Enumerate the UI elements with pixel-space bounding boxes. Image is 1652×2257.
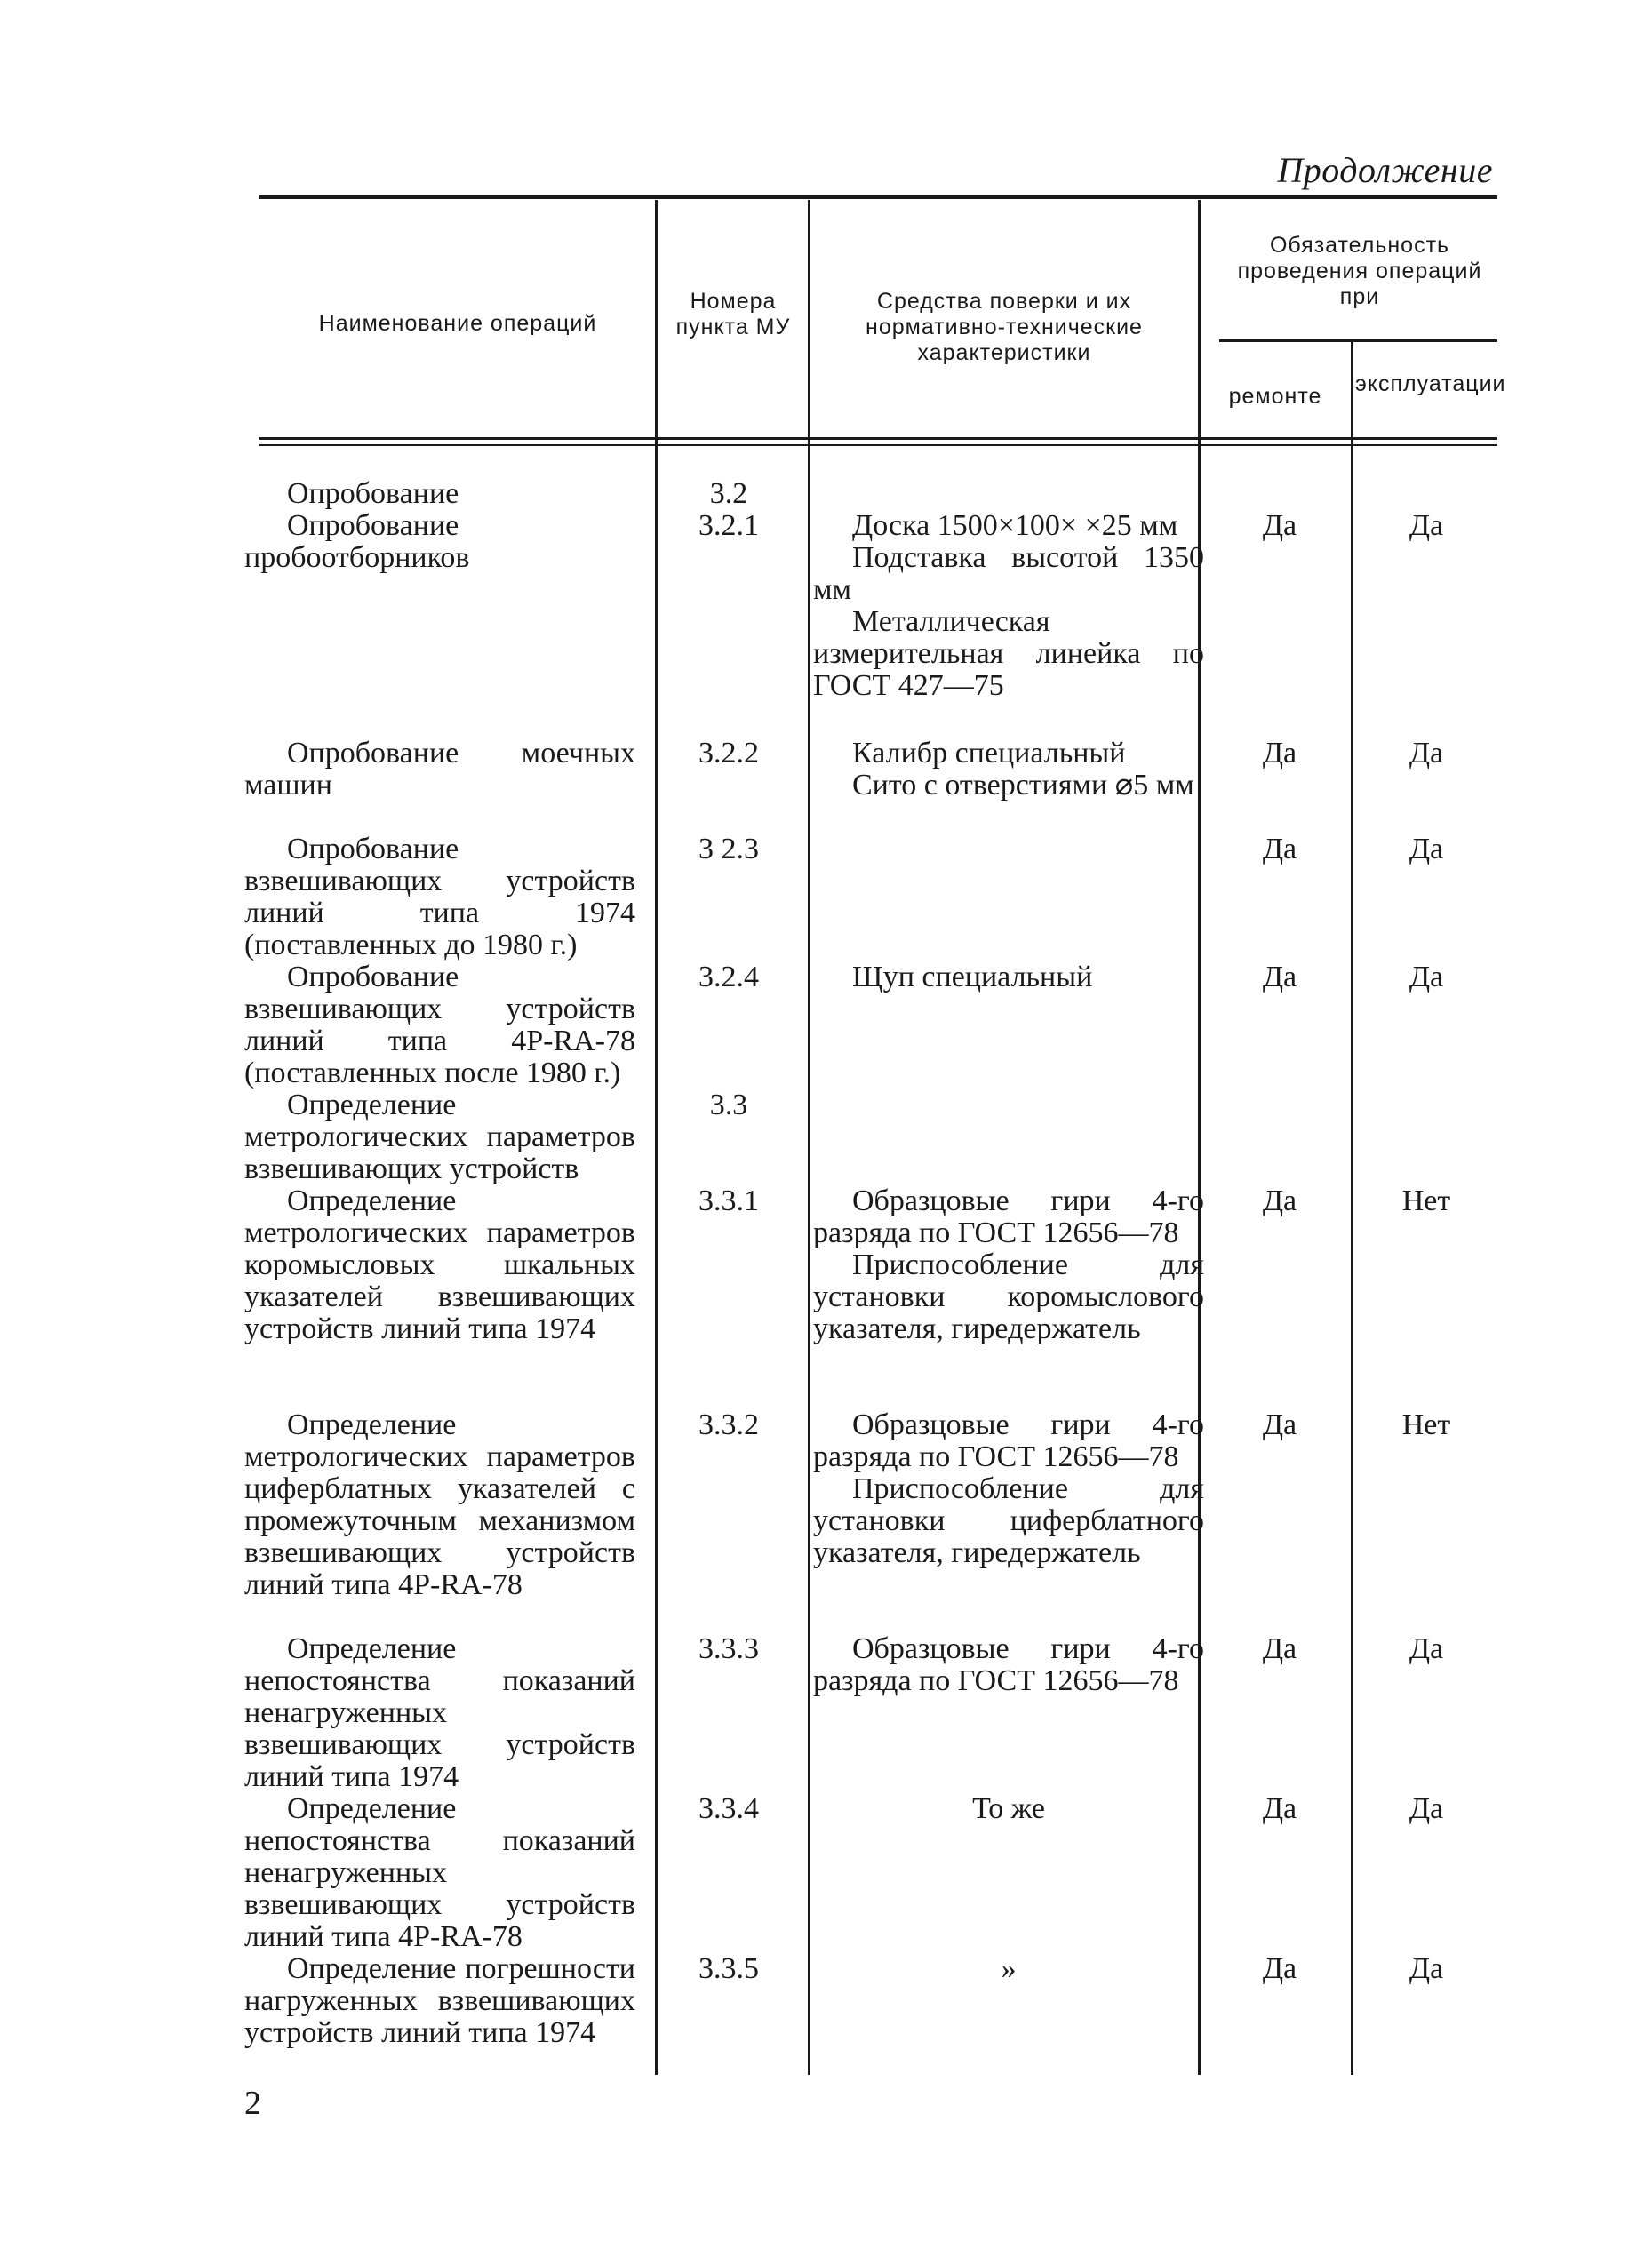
row-means <box>813 1633 1204 1697</box>
means-item: Образцовые гири 4-го разряда по ГОСТ 12656—78 <box>813 1408 1204 1473</box>
row-repair: Да <box>1262 1952 1297 1985</box>
row-number: 3.3.3 <box>698 1632 759 1665</box>
means-item: Металлическая измерительная линейка по ГОСТ 427—75 <box>813 605 1204 702</box>
row-operation-use: Нет <box>1401 1408 1451 1441</box>
row-repair: Да <box>1262 1792 1297 1825</box>
header-means: Средства поверки и их нормативно-технические характеристики <box>866 289 1143 365</box>
row-number: 3.2 <box>709 477 748 510</box>
row-number: 3.2.2 <box>698 737 759 770</box>
row-repair: Да <box>1262 833 1297 865</box>
header-clause-numbers: Номера пункта МУ <box>675 289 791 339</box>
means-item: Калибр специальный <box>852 737 1126 770</box>
row-repair: Да <box>1262 1632 1297 1665</box>
row-operation-use: Да <box>1409 1632 1444 1665</box>
mandatory-subrule <box>1219 339 1497 342</box>
header-operation-use: эксплуатации <box>1355 371 1506 396</box>
row-operation-use: Нет <box>1401 1184 1451 1217</box>
row-operation-use: Да <box>1409 833 1444 865</box>
header-mandatory: Обязательность проведения операций при <box>1237 233 1482 309</box>
row-repair: Да <box>1262 961 1297 993</box>
row-number: 3.3 <box>709 1089 748 1121</box>
row-means <box>813 510 1204 702</box>
row-means <box>813 1953 1204 1985</box>
row-repair: Да <box>1262 1408 1297 1441</box>
row-operation-use: Да <box>1409 509 1444 542</box>
means-item: Образцовые гири 4-го разряда по ГОСТ 12656—78 <box>813 1184 1204 1249</box>
row-operation-use: Да <box>1409 737 1444 770</box>
means-item: Сито с отверстиями ⌀5 мм <box>852 769 1194 802</box>
row-operation: Определение непостоянства показаний ненагруженных взвешивающих устройств линий типа 1974 <box>244 1632 635 1793</box>
row-means <box>813 1409 1204 1569</box>
means-item: Приспособление для установки коромыслового указателя, гиредержатель <box>813 1248 1204 1345</box>
row-operation: Опробование <box>287 477 459 510</box>
row-number: 3.2.1 <box>698 509 759 542</box>
row-operation-use: Да <box>1409 961 1444 993</box>
row-repair: Да <box>1262 737 1297 770</box>
row-operation: Определение метрологических параметров коромысловых шкальных указателей взвешивающих устройств линий типа 1974 <box>244 1184 635 1345</box>
means-item: То же <box>972 1792 1045 1825</box>
row-number: 3.3.5 <box>698 1952 759 1985</box>
table-top-rule <box>259 195 1497 199</box>
header-repair: ремонте <box>1228 384 1322 409</box>
header-operation: Наименование операций <box>318 311 597 336</box>
row-number: 3.3.2 <box>698 1408 759 1441</box>
header-bottom-rule-2 <box>259 444 1497 446</box>
continued-label: Продолжение <box>1277 150 1493 190</box>
row-operation: Опробование взвешивающих устройств линий типа 1974 (поставленных до 1980 г.) <box>244 833 635 961</box>
row-repair: Да <box>1262 1184 1297 1217</box>
page-number: 2 <box>244 2085 261 2122</box>
row-operation-use: Да <box>1409 1792 1444 1825</box>
row-number: 3 2.3 <box>698 833 759 865</box>
row-operation: Опробование взвешивающих устройств линий типа 4Р-RА-78 (поставленных после 1980 г.) <box>244 961 635 1089</box>
row-means <box>813 1185 1204 1345</box>
row-operation: Определение непостоянства показаний ненагруженных взвешивающих устройств линий типа 4Р-RА-78 <box>244 1792 635 1953</box>
row-operation: Определение метрологических параметров взвешивающих устройств <box>244 1089 635 1185</box>
means-item: Подставка высотой 1350 мм <box>813 541 1204 606</box>
means-item: Приспособление для установки циферблатного указателя, гиредержатель <box>813 1472 1204 1569</box>
row-means <box>813 961 1204 993</box>
means-item: » <box>1001 1952 1017 1985</box>
row-means <box>813 738 1204 802</box>
row-operation: Определение метрологических параметров циферблатных указателей с промежуточным механизмом взвешивающих устройств линий типа 4Р-RА-78 <box>244 1408 635 1601</box>
row-operation: Опробование моечных машин <box>244 737 635 802</box>
row-means <box>813 1793 1204 1825</box>
row-number: 3.2.4 <box>698 961 759 993</box>
row-operation-use: Да <box>1409 1952 1444 1985</box>
row-repair: Да <box>1262 509 1297 542</box>
col-rule-2 <box>808 200 810 2075</box>
col-rule-4 <box>1351 342 1353 2075</box>
means-item: Щуп специальный <box>852 961 1093 993</box>
means-item: Доска 1500×100× ×25 мм <box>852 509 1178 542</box>
header-bottom-rule <box>259 437 1497 440</box>
row-number: 3.3.4 <box>698 1792 759 1825</box>
row-operation: Опробование пробоотборников <box>244 509 470 574</box>
row-operation: Определение погрешности нагруженных взвешивающих устройств линий типа 1974 <box>244 1952 635 2049</box>
row-number: 3.3.1 <box>698 1184 759 1217</box>
means-item: Образцовые гири 4-го разряда по ГОСТ 12656—78 <box>813 1632 1204 1697</box>
